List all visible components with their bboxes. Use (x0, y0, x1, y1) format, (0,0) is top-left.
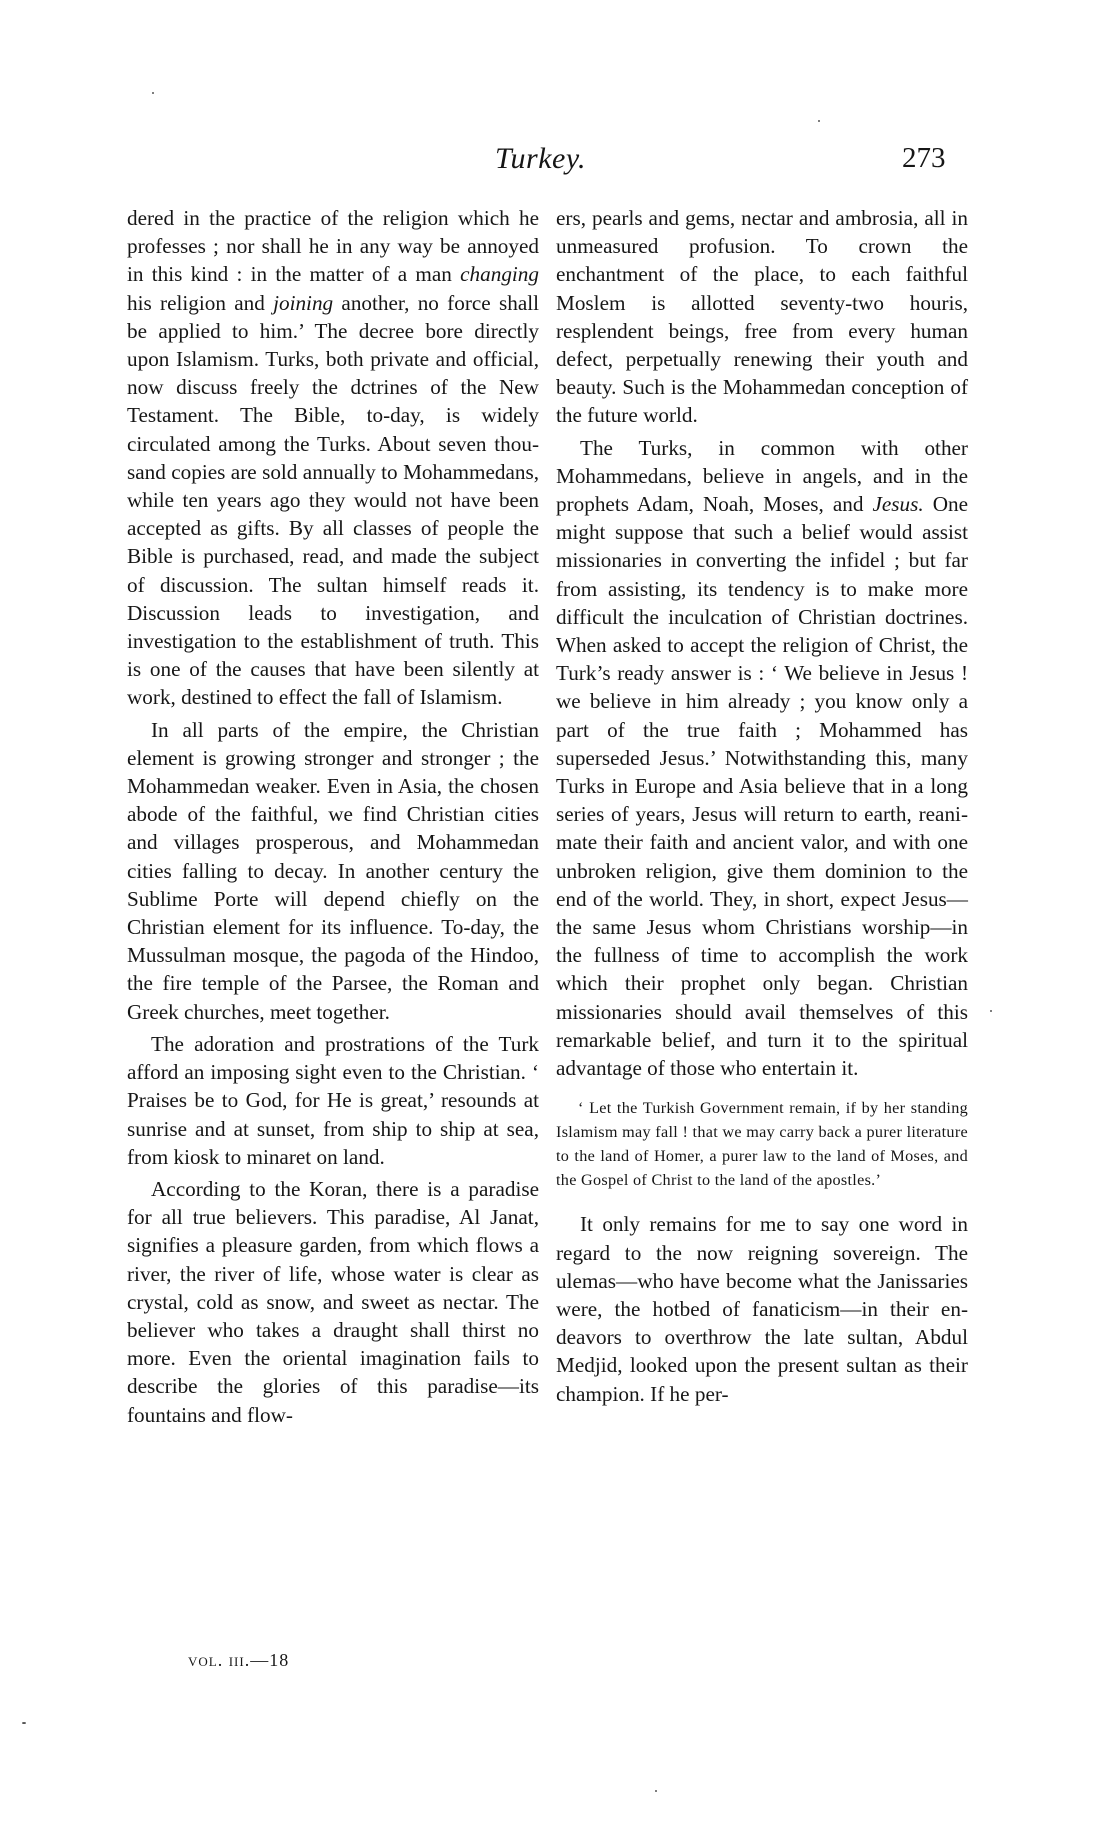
scan-speck (22, 1722, 26, 1724)
running-title: Turkey. (495, 142, 586, 175)
scan-speck (655, 1790, 657, 1792)
running-head (0, 142, 1120, 182)
right-column (556, 204, 968, 1408)
page-number: 273 (902, 142, 946, 174)
text-run: One might suppose that such a belief would assist missionaries in converting the infidel ; but far from assisting, its tendency is to make more difficult the inculcation of Christian doctrines. When asked to accept the religion of Christ, the Turk’s ready answer is : ‘ We believe in Jesus ! we believe in him already ; you know only a part of the true faith ; Mohammed has superseded Jesus.’ Notwithstanding this, many Turks in Europe and Asia believe that in a long series of years, Jesus will return to earth, reanimate their faith and ancient valor, and with one unbroken religion, give them dominion to the end of the world. They, in short, expect Jesus—the same Jesus whom Christians worship—in the fullness of time to accomplish the work which their prophet only began. Christian missionaries should avail themselves of this remarkable belief, and turn it to the spiritual advantage of those who entertain it. (556, 492, 968, 1081)
italic-text: Jesus. (872, 492, 924, 517)
paragraph-continued (127, 204, 539, 712)
text-run: his religion and (127, 290, 274, 315)
scan-speck (818, 120, 820, 122)
text-run: The Turks, in common with other Mohammedans, believe in angels, and in the prophets Adam, Noah, Moses, and (556, 435, 968, 517)
paragraph: According to the Koran, there is a paradise for all true believers. This paradise, Al Janat, signifies a pleasure garden, from which flows a river, the river of life, whose water is clear as crystal, cold as snow, and sweet as nectar. The believer who takes a draught shall thirst no more. Even the oriental imagination fails to describe the glories of this paradise—its fountains and flow- (127, 1176, 539, 1427)
paragraph: The adoration and prostrations of the Turk afford an imposing sight even to the Christian. ‘ Praises be to God, for He is great,’ resounds at sunrise and at sunset, from ship to ship at sea, from kiosk to minaret on land. (127, 1031, 539, 1169)
paragraph: It only remains for me to say one word in regard to the now reigning sovereign. The ulemas—who have become what the Janissaries were, the hotbed of fanaticism—in their endeavors to overthrow the late sultan, Abdul Medjid, looked upon the present sultan as their champion. If he per- (556, 1212, 968, 1406)
scan-speck (152, 92, 154, 94)
paragraph-continued: ers, pearls and gems, nectar and ambrosia, all in unmeasured profusion. To crown the enchantment of the place, to each faithful Moslem is allotted seventy-two houris, resplendent beings, free from every human defect, perpetually renewing their youth and beauty. Such is the Mohammedan conception of the future world. (556, 206, 968, 428)
paragraph: In all parts of the empire, the Christian element is growing stronger and stronger ; the Mohammedan weaker. Even in Asia, the chosen abode of the faithful, we find Christian cities and villages prosperous, and Mohammedan cities falling to decay. In another century the Sublime Porte will depend chiefly on the Christian element for its influence. To-day, the Mussulman mosque, the pagoda of the Hindoo, the fire temple of the Parsee, the Roman and Greek churches, meet together. (127, 717, 539, 1024)
paragraph (556, 434, 968, 1083)
signature-mark: vol. iii.—18 (188, 1650, 290, 1670)
text-run: another, no force shall be applied to him.’ The decree bore directly upon Islamism. Turks, both private and official, now discuss freely the dctrines of the New Testament. The Bible, to-day, is widely circulated among the Turks. About seven thousand copies are sold annually to Mohammedans, while ten years ago they would not have been accepted as gifts. By all classes of people the Bible is purchased, read, and made the subject of discussion. The sultan himself reads it. Discussion leads to investigation, and investigation to the establishment of truth. This is one of the causes that have been silently at work, destined to effect the fall of Islamism. (127, 290, 539, 710)
text-run: dered in the practice of the religion which he professes ; nor shall he in any way be annoyed in this kind : in the matter of a man (127, 206, 539, 287)
left-column (127, 204, 539, 1429)
italic-text: changing (460, 262, 539, 287)
scan-speck (990, 1010, 992, 1012)
block-quote: ‘ Let the Turkish Government remain, if by her standing Islamism may fall ! that we may carry back a purer literature to the land of Homer, a purer law to the land of Moses, and the Gospel of Christ to the land of the apostles.’ (556, 1099, 968, 1190)
italic-text: joining (273, 290, 334, 315)
